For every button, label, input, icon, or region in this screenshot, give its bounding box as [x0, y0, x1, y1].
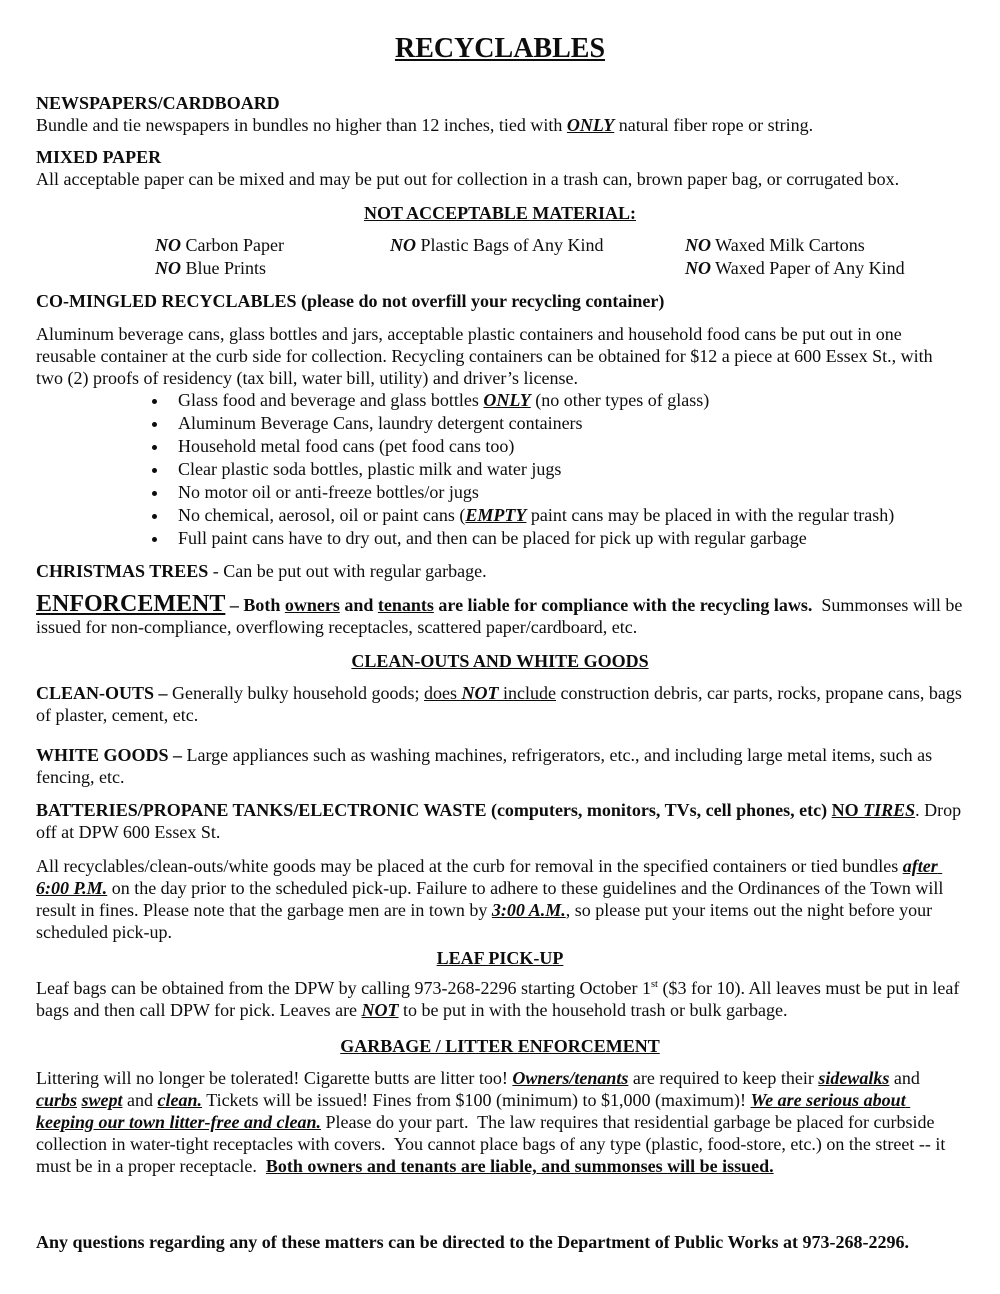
not-acceptable-item: NO Waxed Paper of Any Kind [685, 258, 905, 278]
paragraph-newspapers-cardboard: Bundle and tie newspapers in bundles no higher than 12 inches, tied with ONLY natural fiber rope or string. [36, 115, 814, 135]
section-heading-newspapers-cardboard: NEWSPAPERS/CARDBOARD [36, 93, 280, 113]
not-acceptable-item: NO Plastic Bags of Any Kind [390, 235, 604, 255]
paragraph-littering-rules: Littering will no longer be tolerated! Cigarette butts are litter too! Owners/tenants are required to keep their sidewalks and curbs swept and clean. Tickets will be issued! Fines from $100 (minimum) to $1,000 (maximum)! We are serious about keeping our town litter-free and clean. Please do your part. The law requires that residential garbage be placed for curbside collection in water-tight receptacles with covers. You cannot place bags of any type (plastic, food-store, etc.) on the street -- it must be in a proper receptacle. Both owners and tenants are liable, and summonses will be issued. [36, 1068, 950, 1176]
bullet-item-plastic-bottles: • Clear plastic soda bottles, plastic milk and water jugs [169, 458, 964, 481]
section-heading-co-mingled: CO-MINGLED RECYCLABLES (please do not overfill your recycling container) [36, 291, 665, 311]
not-acceptable-item-empty [390, 257, 685, 280]
paragraph-mixed-paper: All acceptable paper can be mixed and may be put out for collection in a trash can, brown paper bag, or corrugated box. [36, 169, 900, 189]
paragraph-enforcement: ENFORCEMENT – Both owners and tenants are liable for compliance with the recycling laws. Summonses will be issued for non-compliance, overflowing receptacles, scattered paper/cardboard, etc. [36, 591, 967, 637]
paragraph-christmas-trees: CHRISTMAS TREES - Can be put out with regular garbage. [36, 561, 487, 581]
bullet-item-no-motor-oil: • No motor oil or anti-freeze bottles/or jugs [169, 481, 964, 504]
section-heading-mixed-paper: MIXED PAPER [36, 147, 162, 167]
paragraph-clean-outs: CLEAN-OUTS – Generally bulky household goods; does NOT include construction debris, car parts, rocks, propane cans, bags of plaster, cement, etc. [36, 683, 967, 725]
bullet-item-no-chemical-cans: • No chemical, aerosol, oil or paint cans (EMPTY paint cans may be placed in with the regular trash) [169, 504, 964, 527]
co-mingled-bullet-list [36, 389, 964, 550]
bullet-item-aluminum: • Aluminum Beverage Cans, laundry detergent containers [169, 412, 964, 435]
bullet-item-metal-cans: • Household metal food cans (pet food cans too) [169, 435, 964, 458]
paragraph-curb-placement-rules: All recyclables/clean-outs/white goods may be placed at the curb for removal in the specified containers or tied bundles after 6:00 P.M. on the day prior to the scheduled pick-up. Failure to adhere to these guidelines and the Ordinances of the Town will result in fines. Please note that the garbage men are in town by 3:00 A.M., so please put your items out the night before your scheduled pick-up. [36, 856, 948, 942]
not-acceptable-item: NO Blue Prints [155, 258, 267, 278]
bullet-item-glass: • Glass food and beverage and glass bottles ONLY (no other types of glass) [169, 389, 964, 412]
heading-garbage-litter-enforcement: GARBAGE / LITTER ENFORCEMENT [340, 1036, 660, 1056]
heading-not-acceptable-material: NOT ACCEPTABLE MATERIAL: [363, 203, 637, 223]
footer-contact-line: Any questions regarding any of these matters can be directed to the Department of Public Works at 973-268-2296. [36, 1232, 909, 1252]
heading-clean-outs-and-white-goods: CLEAN-OUTS AND WHITE GOODS [351, 651, 649, 671]
not-acceptable-items-grid [155, 234, 964, 280]
paragraph-leaf-pick-up: Leaf bags can be obtained from the DPW by calling 973-268-2296 starting October 1st ($3 for 10). All leaves must be put in leaf bags and then call DPW for pick. Leaves are NOT to be put in with the household trash or bulk garbage. [36, 978, 964, 1020]
bullet-item-full-paint-cans: • Full paint cans have to dry out, and then can be placed for pick up with regular garbage [169, 527, 964, 550]
page-title: RECYCLABLES [394, 33, 606, 64]
heading-leaf-pick-up: LEAF PICK-UP [436, 948, 564, 968]
not-acceptable-item: NO Carbon Paper [155, 235, 284, 255]
paragraph-batteries-electronic-waste: BATTERIES/PROPANE TANKS/ELECTRONIC WASTE (computers, monitors, TVs, cell phones, etc) NO TIRES. Drop off at DPW 600 Essex St. [36, 800, 966, 842]
not-acceptable-item: NO Waxed Milk Cartons [685, 235, 865, 255]
paragraph-co-mingled-intro: Aluminum beverage cans, glass bottles and jars, acceptable plastic containers and household food cans be put out in one reusable container at the curb side for collection. Recycling containers can be obtained for $12 a piece at 600 Essex St., with two (2) proofs of residency (tax bill, water bill, utility) and driver’s license. [36, 324, 938, 388]
paragraph-white-goods: WHITE GOODS – Large appliances such as washing machines, refrigerators, etc., and including large metal items, such as fencing, etc. [36, 745, 937, 787]
